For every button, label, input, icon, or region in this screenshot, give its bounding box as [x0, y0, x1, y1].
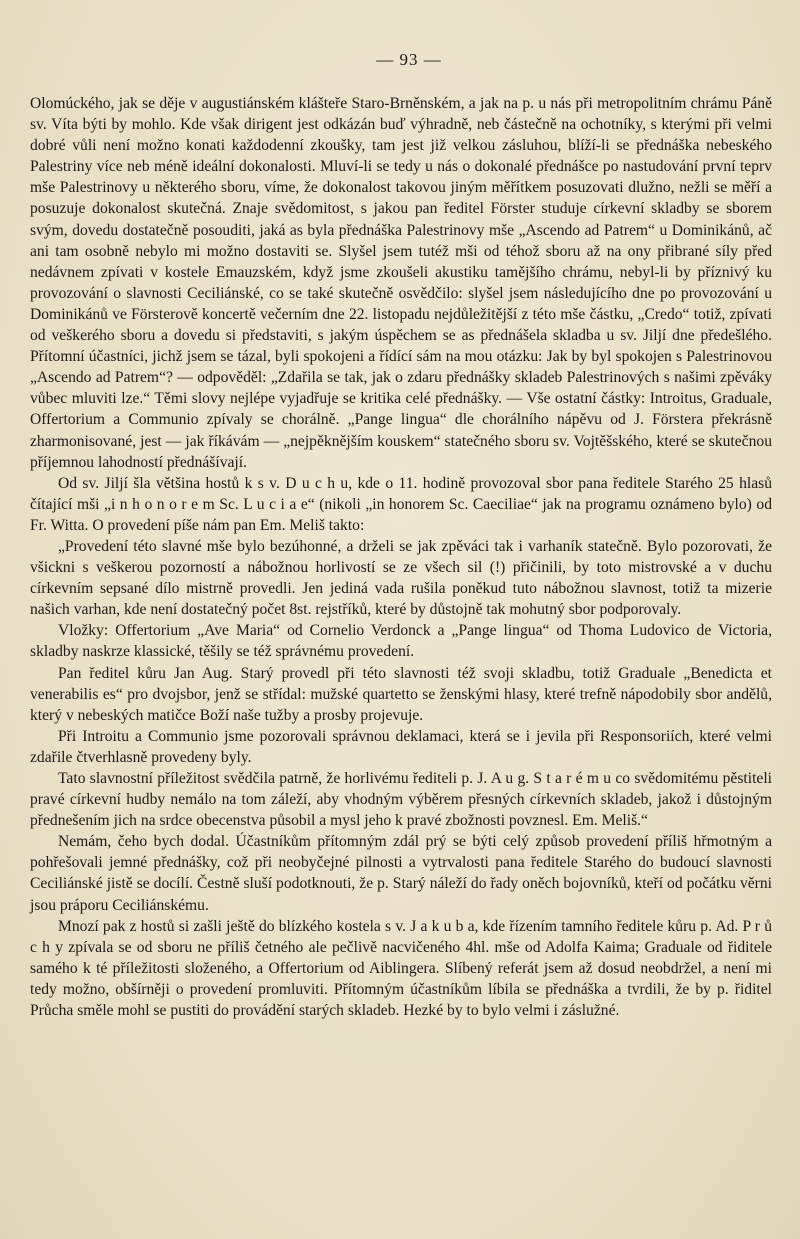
paragraph-sv-jakub: Mnozí pak z hostů si zašli ještě do blízkého kostela s v. J a k u b a, kde řízením tamního ředitele kůru p. Ad. P r ů c h y zpívala se od sboru ne příliš četného ale pečlivě nacvičeného 4hl. mše od Adolfa Kaima; Graduale od řiditele samého k té příležitosti složeného, a Offertorium od Aiblingera. Slíbený referát jsem až dosud neobdržel, a není mi tedy možno, obšírněji o provedení promluviti. Přítomným účastníkům líbila se přednáška a tvrdili, že by p. řiditel Průcha směle mohl se pustiti do provádění starých skladeb. Hezké by to bylo velmi i záslužné.	[30, 917, 772, 1020]
body-text	[30, 93, 772, 1021]
paragraph-melis-quote: „Provedení této slavné mše bylo bezúhonné, a drželi se jak zpěváci tak i varhaník statečně. Bylo pozorovati, že všickni s veškerou pozorností a nábožnou horlivostí se ze všech sil (!) přičinili, by toto mistrovské a v duchu církevním sepsané dílo mistrně provedli. Jen jediná vada rušila poněkud tuto nábožnou slavnost, totiž ta mizerie našich varhan, kde není dostatečný počet 8st. rejstříků, které by důstojně tak mohutný sbor podporovaly.	[30, 537, 772, 619]
paragraph-stary-graduale: Pan ředitel kůru Jan Aug. Starý provedl při této slavnosti též svoji skladbu, totiž Graduale „Benedicta et venerabilis es“ pro dvojsbor, jenž se střídal: mužské quartetto se ženskými hlasy, které trefně nápodobily sbor andělů, který v nebeských matičce Boží naše tužby a prosby projevuje.	[30, 664, 772, 724]
paragraph-introitu: Při Introitu a Communio jsme pozorovali správnou deklamaci, která se i jevila při Responsoriích, které velmi zdařile čtverhlasně provedeny byly.	[30, 727, 772, 766]
page-number: — 93 —	[376, 50, 442, 69]
paragraph-nemam: Nemám, čeho bych dodal. Účastníkům přítomným zdál prý se býti celý způsob provedení příliš hřmotným a pohřešovali jemné přednášky, což při neobyčejné pilnosti a vytrvalosti pana ředitele Starého do budoucí slavnosti Ceciliánské jistě se docílí. Čestně sluší podotknouti, že p. Starý náleží do řady oněch bojovníků, kteří od počátku věrni jsou práporu Ceciliánskému.	[30, 833, 772, 914]
paragraph-st-duch: Od sv. Jiljí šla většina hostů k s v. D u c h u, kde o 11. hodině provozoval sbor pana ředitele Starého 25 hlasů čítající mši „i n h o n o r e m Sc. L u c i a e“ (nikoli „in honorem Sc. Caeciliae“ jak na programu oznámeno bylo) od Fr. Witta. O provedení píše nám pan Em. Meliš takto:	[30, 474, 772, 534]
paragraph-slavnostni: Tato slavnostní příležitost svědčila patrně, že horlivému řediteli p. J. A u g. S t a r é m u co svědomitému pěstiteli pravé církevní hudby nemálo na tom záleží, aby vhodným výběrem přesných církevních skladeb, jakož i důstojným přednešením jich na srdce obecenstva působil a mysl jeho k pravé zbožnosti povznesl. Em. Meliš.“	[30, 770, 772, 830]
paragraph-vlozky: Vložky: Offertorium „Ave Maria“ od Cornelio Verdonck a „Pange lingua“ od Thoma Ludovico de Victoria, skladby naskrze klassické, těšily se též správnému provedení.	[30, 622, 772, 661]
paragraph-continuation: Olomúckého, jak se děje v augustiánském klášteře Staro-Brněnském, a jak na p. u nás při metropolitním chrámu Páně sv. Víta býti by mohlo. Kde však dirigent jest odkázán buď výhradně, neb částečně na ochotníky, s kterými při velmi dobré vůli není možno konati každodenní zkoušky, tam jest již velkou zásluhou, blíží-li se přednáška nebeského Palestriny více neb méně ideální dokonalosti. Mluví-li se tedy u nás o dokonalé přednášce po nastudování první teprv mše Palestrinovy u některého sboru, víme, že dokonalost takovou jiným měřítkem posuzovati dlužno, nežli se měří a posuzuje dokonalost skutečná. Znaje svědomitost, s jakou pan ředitel Förster studuje církevní skladby se sborem svým, dovedu dostatečně posouditi, jaká as byla přednáška Palestrinovy mše „Ascendo ad Patrem“ u Dominikánů, ač ani tam osobně nebylo mi možno dostaviti se. Slyšel jsem tutéž mši od téhož sboru až na ony přibrané síly před nedávnem zpívati v kostele Emauzském, když jsme zkoušeli akustiku tamějšího chrámu, nebyl-li by příznivý ku provozování o slavnosti Ceciliánské, co se také skutečně osvědčilo: slyšel jsem následujícího dne po provozování u Dominikánů ve Försterově koncertě večerním dne 22. listopadu nejdůležitější z této mše částku, „Credo“ totiž, zpívati od veškerého sboru a dovedu si představiti, s jakým úspěchem se as přednášela skladba u sv. Jiljí dne předešlého. Přítomní účastníci, jichž jsem se tázal, byli spokojeni a řídící sám na mou otázku: Jak by byl spokojen s Palestrinovou „Ascendo ad Patrem“? — odpověděl: „Zdařila se tak, jak o zdaru přednášky skladeb Palestrinových s našimi zpěváky vůbec mluviti lze.“ Těmi slovy nejlépe vyjadřuje se kritika celé přednášky. — Vše ostatní částky: Introitus, Graduale, Offertorium a Communio zpívaly se chorálně. „Pange lingua“ dle chorálního nápěvu od J. Förstera překrásně zharmonisované, jest — jak říkávám — „nejpěknějším kouskem“ statečného sboru sv. Vojtěšského, které se skutečnou příjemnou lahodností přednášívají.	[30, 95, 772, 471]
